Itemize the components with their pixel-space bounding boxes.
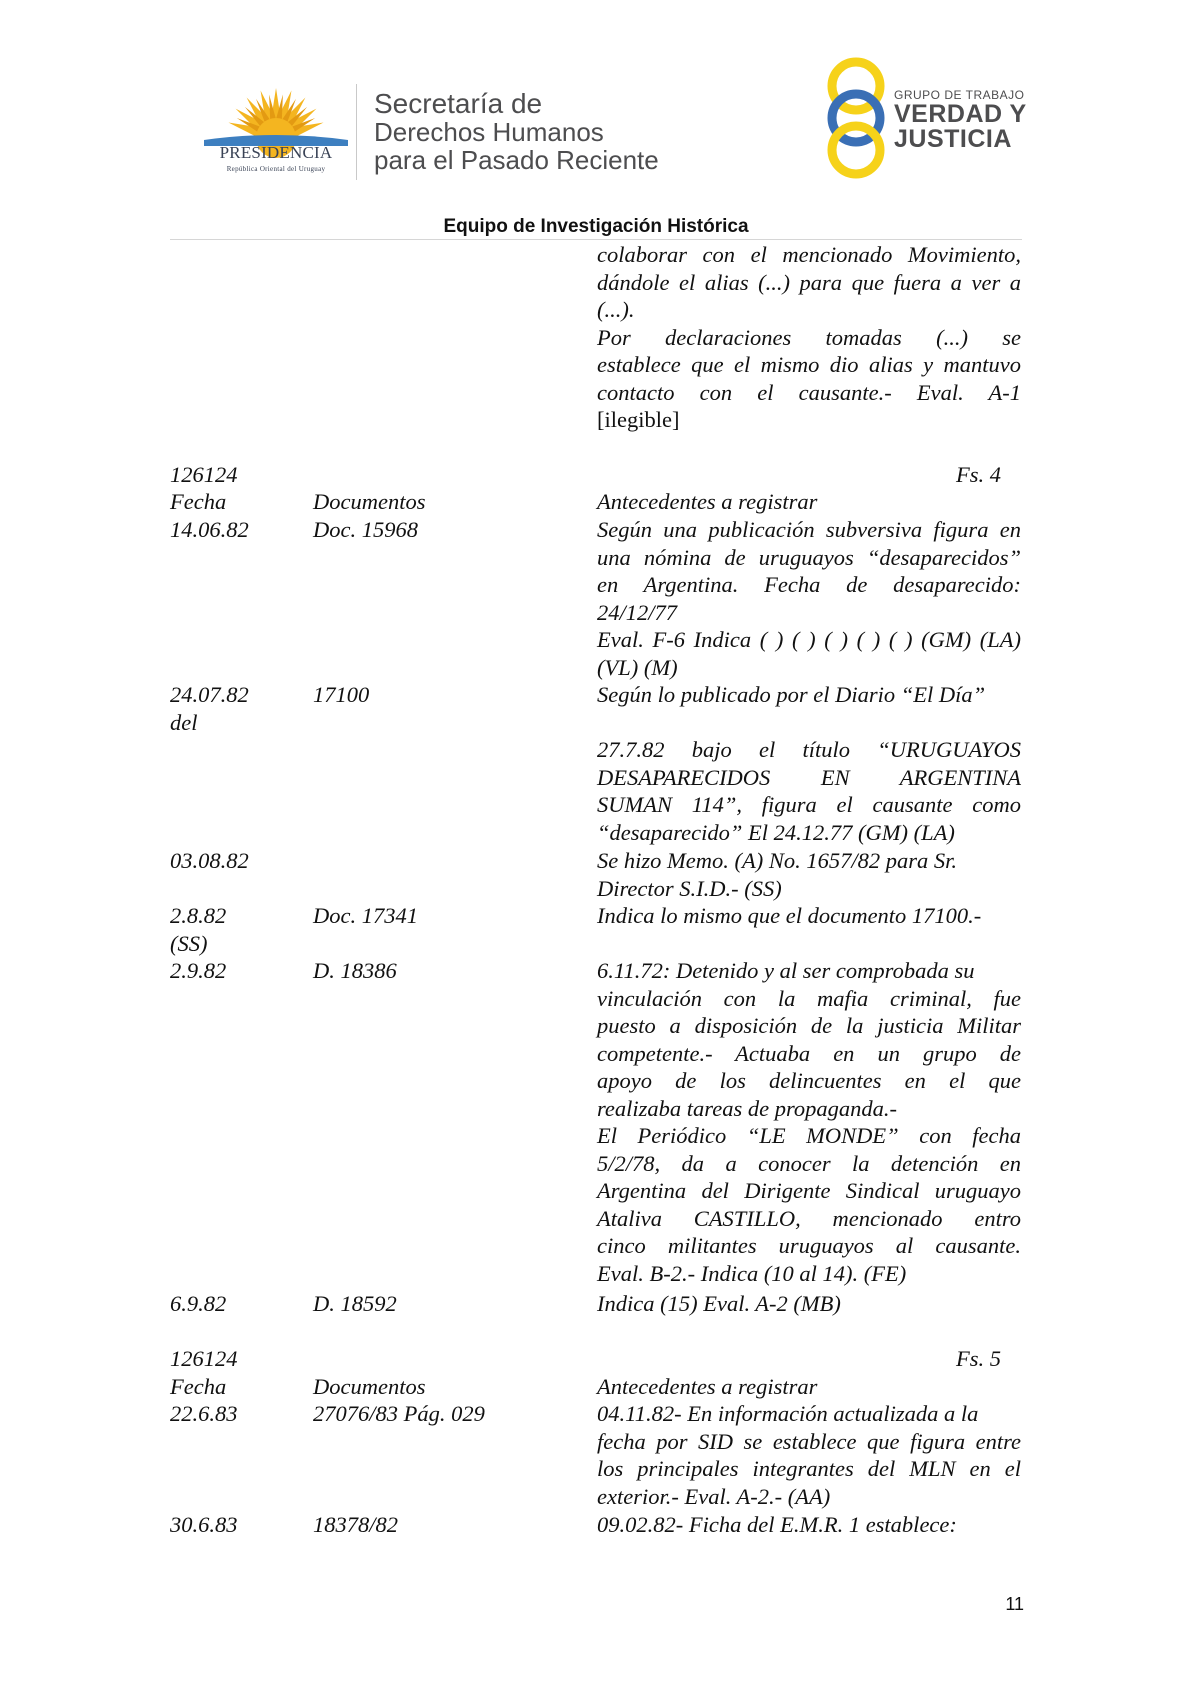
text-line: 2.8.82 [170,903,227,928]
gtvj-line-2: VERDAD Y [894,100,1027,128]
text-line: Indica lo mismo que el documento 17100.- [597,903,982,928]
text-line: apoyo de los delincuentes en el que [597,1068,1021,1093]
text-line: SUMAN 114”, figura el causante como [597,792,1021,817]
presidencia-wordmark: PRESIDENCIA [219,143,333,162]
text-line: 09.02.82- Ficha del E.M.R. 1 establece: [597,1512,957,1537]
column-header-fecha: Fecha [170,1374,227,1399]
text-line: una nómina de uruguayos “desaparecidos” [597,544,1021,570]
entry-document: Doc. 17341 [313,903,418,928]
entry-document: 27076/83 Pág. 029 [313,1401,485,1426]
entry-text [597,1511,1021,1539]
entry-text [597,1290,1021,1318]
text-line: Indica (15) Eval. A-2 (MB) [597,1291,841,1316]
presidencia-subtitle: República Oriental del Uruguay [226,165,326,173]
intro-paragraph [597,241,1021,434]
entry-document: 17100 [313,682,370,707]
text-line: Antecedentes a registrar [597,1374,818,1399]
entry-date [170,681,249,736]
entry-date: 22.6.83 [170,1401,238,1426]
text-line: en Argentina. Fecha de desaparecido: [597,572,1021,597]
column-header-fecha: Fecha [170,489,227,514]
text-line: realizaba tareas de propaganda.- [597,1095,897,1121]
secretaria-wordmark [374,90,659,174]
text-line: [ilegible] [597,407,680,432]
verdad-justicia-rings-logo [818,56,896,180]
text-line: Según lo publicado por el Diario “El Día” [597,682,986,707]
entry-date: 2.9.82 [170,958,227,983]
text-line: Se hizo Memo. (A) No. 1657/82 para Sr. [597,848,957,873]
text-line: colaborar con el mencionado Movimiento, [597,242,1021,267]
page-number: 11 [1005,1594,1024,1614]
entry-document: D. 18386 [313,958,397,983]
text-line: El Periódico “LE MONDE” con fecha [597,1123,1021,1148]
entry-date: 6.9.82 [170,1291,227,1316]
entry-date [170,902,226,957]
text-line: Por declaraciones tomadas (...) se [597,324,1021,350]
text-line: (SS) [170,930,208,956]
gtvj-line-1: GRUPO DE TRABAJO [894,88,1025,102]
entry-document: Doc. 15968 [313,517,418,542]
header-divider [170,239,1022,240]
logo-divider [356,84,357,180]
text-line: Según una publicación subversiva figura en [597,517,1021,542]
entry-text [597,1400,1021,1510]
text-line: Eval. B-2.- Indica (10 al 14). (FE) [597,1260,907,1286]
entry-text [597,847,1021,902]
column-header-documentos: Documentos [313,1374,426,1399]
text-line: Director S.I.D.- (SS) [597,875,782,901]
text-line: (...). [597,297,635,322]
text-line: DESAPARECIDOS EN ARGENTINA [597,764,1021,790]
team-title: Equipo de Investigación Histórica [443,216,749,237]
text-line: competente.- Actuaba en un grupo de [597,1040,1021,1066]
entry-document: D. 18592 [313,1291,397,1316]
entry-text [597,957,1021,1287]
text-line [597,709,1021,737]
text-line: vinculación con la mafia criminal, fue [597,985,1021,1011]
text-line: 6.11.72: Detenido y al ser comprobada su [597,958,975,983]
secretaria-line-1: Secretaría de [374,88,543,119]
column-header-antecedentes [597,488,1021,516]
secretaria-line-3: para el Pasado Reciente [374,145,659,175]
column-header-documentos: Documentos [313,489,426,514]
text-line: 27.7.82 bajo el título “URUGUAYOS [597,737,1021,762]
text-line: puesto a disposición de la justicia Militar [597,1013,1021,1038]
secretaria-line-2: Derechos Humanos [374,117,604,147]
text-line: 24/12/77 [597,599,678,625]
text-line: del [170,709,198,735]
entry-date: 14.06.82 [170,517,249,542]
column-header-antecedentes [597,1373,1021,1401]
verdad-justicia-wordmark [894,88,1027,152]
entry-document: 18378/82 [313,1512,399,1537]
text-line: contacto con el causante.- Eval. A-1 [597,379,1021,405]
text-line: 04.11.82- En información actualizada a la [597,1401,979,1426]
text-line: (VL) (M) [597,654,678,680]
folio-number: Fs. 5 [956,1346,1001,1371]
text-line: 5/2/78, da a conocer la detención en [597,1150,1021,1176]
entry-text [597,681,1021,846]
text-line: Ataliva CASTILLO, mencionado entro [597,1205,1021,1231]
text-line: Antecedentes a registrar [597,489,818,514]
text-line: cinco militantes uruguayos al causante. [597,1233,1021,1258]
section-number: 126124 [170,1346,238,1371]
text-line: fecha por SID se establece que figura entre [597,1428,1021,1454]
text-line: exterior.- Eval. A-2.- (AA) [597,1483,831,1509]
entry-text [597,516,1021,681]
text-line: Argentina del Dirigente Sindical uruguayo [597,1178,1021,1203]
text-line: Eval. F-6 Indica ( ) ( ) ( ) ( ) ( ) (GM) (LA) [597,627,1021,652]
text-line: establece que el mismo dio alias y mantuvo [597,352,1021,377]
gtvj-line-3: JUSTICIA [894,125,1012,153]
entry-date: 03.08.82 [170,848,249,873]
text-line: “desaparecido” El 24.12.77 (GM) (LA) [597,819,955,845]
text-line: 24.07.82 [170,682,249,707]
entry-text [597,902,1021,930]
text-line: dándole el alias (...) para que fuera a ver a [597,269,1021,295]
section-number: 126124 [170,462,238,487]
entry-date: 30.6.83 [170,1512,238,1537]
text-line: los principales integrantes del MLN en el [597,1456,1021,1481]
folio-number: Fs. 4 [956,462,1001,487]
